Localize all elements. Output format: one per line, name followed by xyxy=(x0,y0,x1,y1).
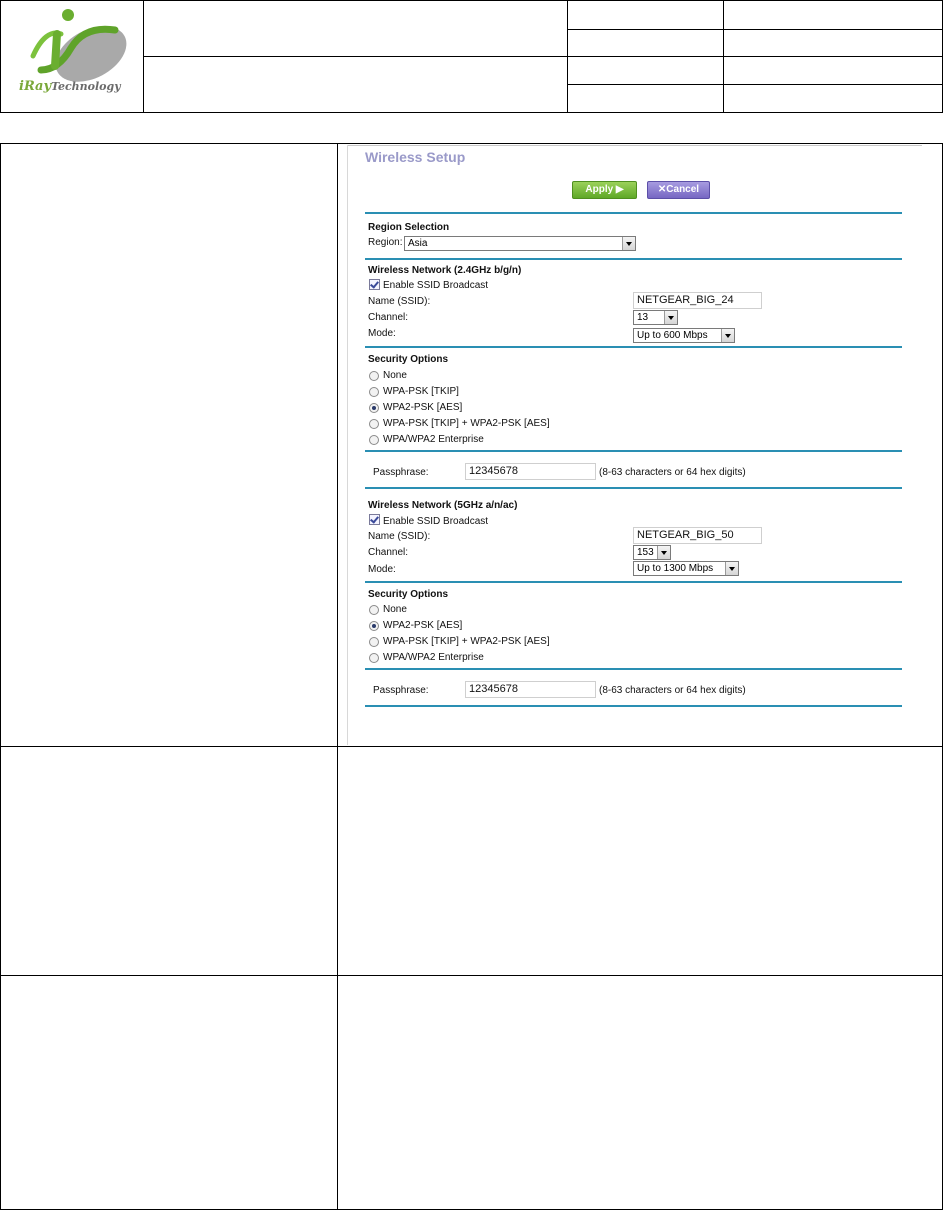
mode-5-label: Mode: xyxy=(368,564,396,575)
channel-24-label: Channel: xyxy=(368,312,409,323)
passphrase-5-hint: (8-63 characters or 64 hex digits) xyxy=(599,685,746,696)
header-value-cell-3 xyxy=(724,57,943,84)
logo-wordmark xyxy=(19,79,121,94)
security-24-option-none[interactable] xyxy=(369,371,379,381)
passphrase-24-hint: (8-63 characters or 64 hex digits) xyxy=(599,467,746,478)
ssid-24-label: Name (SSID): xyxy=(368,296,431,307)
security-5-option-mixed[interactable] xyxy=(369,637,379,647)
company-logo xyxy=(11,4,137,108)
security-5-option-wpa2-psk[interactable] xyxy=(369,621,379,631)
mode-24-value: Up to 600 Mbps xyxy=(637,330,708,341)
passphrase-24-label: Passphrase: xyxy=(373,467,429,478)
enable-ssid-24-label: Enable SSID Broadcast xyxy=(383,280,489,291)
logo-brand-tech: Technology xyxy=(51,80,121,93)
header-label-cell-2 xyxy=(568,30,724,57)
region-select-value: Asia xyxy=(408,238,428,249)
security-24-option-wpa2-psk[interactable] xyxy=(369,403,379,413)
ssid-24-input[interactable]: NETGEAR_BIG_24 xyxy=(633,292,762,309)
enable-ssid-5-label: Enable SSID Broadcast xyxy=(383,516,489,527)
channel-24-select[interactable] xyxy=(633,310,678,325)
header-subtitle-cell xyxy=(144,57,568,113)
header-value-cell-2 xyxy=(724,30,943,57)
security-5-heading: Security Options xyxy=(368,589,449,600)
row1-label-cell xyxy=(1,144,338,747)
divider xyxy=(365,450,902,452)
security-24-option-label: None xyxy=(383,370,407,381)
header-label-cell-3 xyxy=(568,57,724,84)
passphrase-24-input[interactable]: 12345678 xyxy=(465,463,596,480)
divider xyxy=(365,705,902,707)
security-24-option-label: WPA/WPA2 Enterprise xyxy=(383,434,484,445)
region-label: Region: xyxy=(368,237,403,248)
enable-ssid-5-checkbox[interactable] xyxy=(369,514,380,525)
security-5-option-label: WPA2-PSK [AES] xyxy=(383,620,463,631)
security-24-option-label: WPA-PSK [TKIP] + WPA2-PSK [AES] xyxy=(383,418,550,429)
screenshot-left-edge xyxy=(347,145,348,745)
cancel-button[interactable]: ✕Cancel xyxy=(647,181,710,199)
mode-24-select[interactable] xyxy=(633,328,735,343)
chevron-down-icon xyxy=(721,329,734,342)
security-24-option-label: WPA-PSK [TKIP] xyxy=(383,386,459,397)
mode-5-select[interactable] xyxy=(633,561,739,576)
header-title-cell xyxy=(144,1,568,57)
header-value-cell-4 xyxy=(724,84,943,112)
row3-label-cell xyxy=(1,976,338,1210)
divider xyxy=(365,581,902,583)
security-5-option-enterprise[interactable] xyxy=(369,653,379,663)
row3-content-cell xyxy=(338,976,943,1210)
passphrase-5-input[interactable]: 12345678 xyxy=(465,681,596,698)
header-label-cell-1 xyxy=(568,1,724,30)
region-heading: Region Selection xyxy=(368,222,450,233)
logo-brand-i: i xyxy=(19,79,24,94)
row2-content-cell xyxy=(338,747,943,976)
divider xyxy=(365,487,902,489)
divider xyxy=(365,212,902,214)
divider xyxy=(365,258,902,260)
security-5-option-none[interactable] xyxy=(369,605,379,615)
mode-5-value: Up to 1300 Mbps xyxy=(637,563,714,574)
security-24-heading: Security Options xyxy=(368,354,449,365)
security-5-option-label: WPA/WPA2 Enterprise xyxy=(383,652,484,663)
header-value-cell-1 xyxy=(724,1,943,30)
chevron-down-icon xyxy=(664,311,677,324)
apply-button[interactable]: Apply ▶ xyxy=(572,181,637,199)
chevron-down-icon xyxy=(622,237,635,250)
security-24-option-label: WPA2-PSK [AES] xyxy=(383,402,463,413)
row2-label-cell xyxy=(1,747,338,976)
chevron-down-icon xyxy=(725,562,738,575)
security-24-option-wpa-psk[interactable] xyxy=(369,387,379,397)
mode-24-label: Mode: xyxy=(368,328,396,339)
channel-5-value: 153 xyxy=(637,547,654,558)
channel-5-select[interactable] xyxy=(633,545,671,560)
enable-ssid-24-checkbox[interactable] xyxy=(369,279,380,290)
passphrase-5-label: Passphrase: xyxy=(373,685,429,696)
channel-24-value: 13 xyxy=(637,312,649,323)
chevron-down-icon xyxy=(657,546,670,559)
network-24-heading: Wireless Network (2.4GHz b/g/n) xyxy=(368,265,522,276)
network-5-heading: Wireless Network (5GHz a/n/ac) xyxy=(368,500,518,511)
security-5-option-label: None xyxy=(383,604,407,615)
header-label-cell-4 xyxy=(568,84,724,112)
document-header xyxy=(0,0,943,113)
divider xyxy=(365,668,902,670)
channel-5-label: Channel: xyxy=(368,547,409,558)
screenshot-top-edge xyxy=(347,145,922,146)
region-select[interactable] xyxy=(404,236,636,251)
page-title: Wireless Setup xyxy=(365,149,466,165)
ssid-5-label: Name (SSID): xyxy=(368,531,431,542)
security-5-option-label: WPA-PSK [TKIP] + WPA2-PSK [AES] xyxy=(383,636,550,647)
logo-brand-ray: Ray xyxy=(23,79,52,94)
security-24-option-enterprise[interactable] xyxy=(369,435,379,445)
ssid-5-input[interactable]: NETGEAR_BIG_50 xyxy=(633,527,762,544)
wireless-setup-screenshot xyxy=(347,145,922,745)
divider xyxy=(365,346,902,348)
security-24-option-mixed[interactable] xyxy=(369,419,379,429)
logo-cell xyxy=(1,1,144,113)
